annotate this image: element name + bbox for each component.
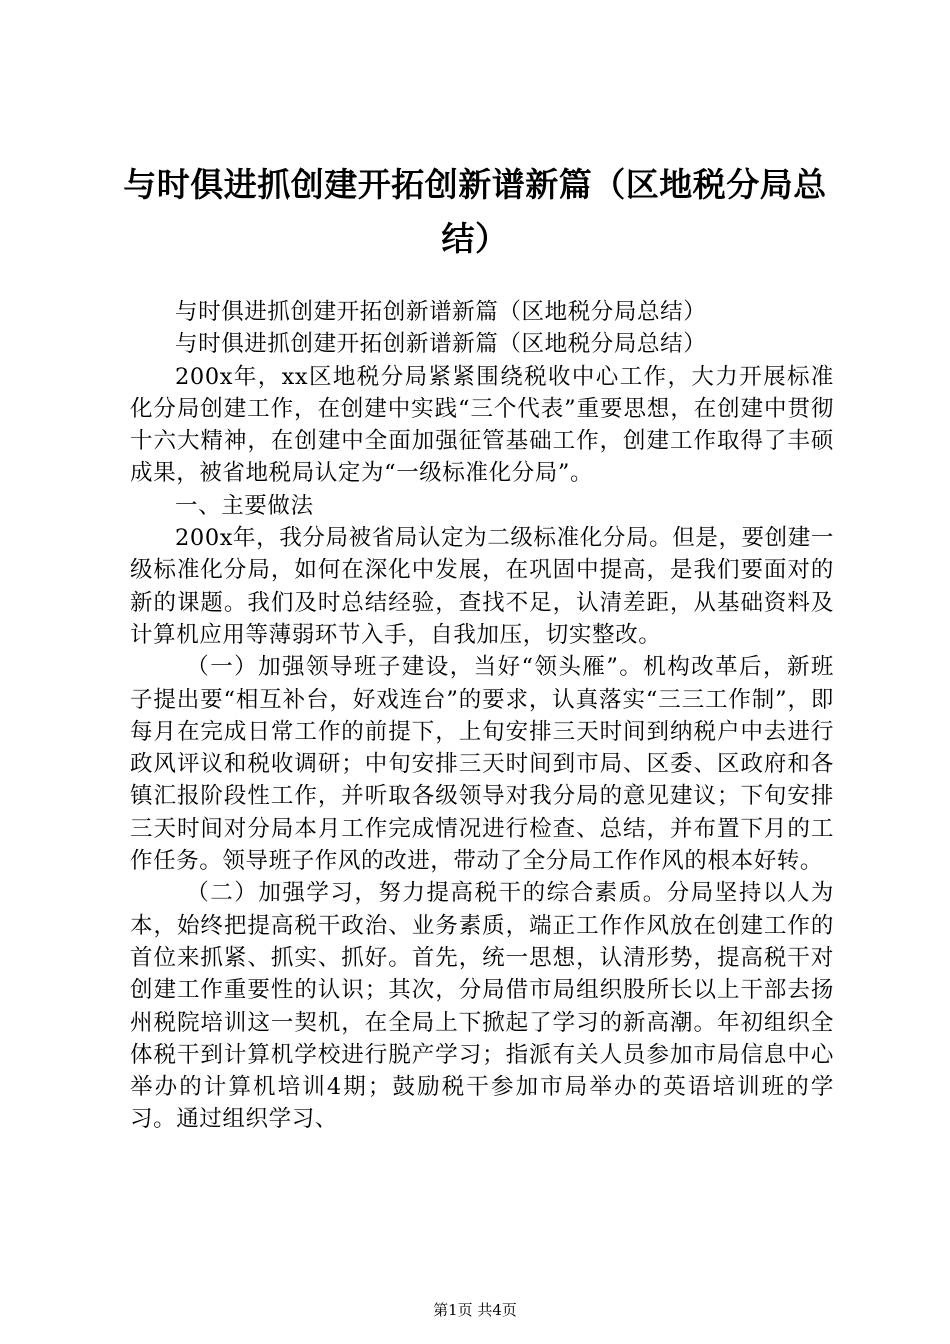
paragraph-background: 200x年，我分局被省局认定为二级标准化分局。但是，要创建一级标准化分局，如何在深化中发展，在巩固中提高，是我们要面对的新的课题。我们及时总结经验，查找不足，认清差距，从基础资料及计算机应用等薄弱环节入手，自我加压，切实整改。 [130, 525, 834, 648]
page-footer: 第1页 共4页 [433, 1301, 517, 1319]
section-heading: 一、主要做法 [175, 492, 314, 519]
paragraph-item-1: （一）加强领导班子建设，当好“领头雁”。机构改革后，新班子提出要“相互补台，好戏连台”的要求，认真落实“三三工作制”，即每月在完成日常工作的前提下，上旬安排三天时间到纳税户中去进行政风评议和税收调研；中旬安排三天时间到市局、区委、区政府和各镇汇报阶段性工作，并听取各级领导对我分局的意见建议；下旬安排三天时间对分局本月工作完成情况进行检查、总结，并布置下月的工作任务。领导班子作风的改进，带动了全分局工作作风的根本好转。 [130, 654, 834, 875]
document-title: 与时俱进抓创建开拓创新谱新篇（区地税分局总结） [123, 165, 827, 258]
paragraph-repeat-title-1: 与时俱进抓创建开拓创新谱新篇（区地税分局总结） [175, 299, 707, 325]
paragraph-repeat-title-2: 与时俱进抓创建开拓创新谱新篇（区地税分局总结） [175, 331, 707, 358]
paragraph-intro: 200x年，xx区地税分局紧紧围绕税收中心工作，大力开展标准化分局创建工作，在创建中实践“三个代表”重要思想，在创建中贯彻十六大精神，在创建中全面加强征管基础工作，创建工作取得了丰硕成果，被省地税局认定为“一级标准化分局”。 [130, 363, 834, 487]
paragraph-item-2: （二）加强学习，努力提高税干的综合素质。分局坚持以人为本，始终把提高税干政治、业务素质，端正工作作风放在创建工作的首位来抓紧、抓实、抓好。首先，统一思想，认清形势，提高税干对创建工作重要性的认识；其次，分局借市局组织股所长以上干部去扬州税院培训这一契机，在全局上下掀起了学习的新高潮。年初组织全体税干到计算机学校进行脱产学习；指派有关人员参加市局信息中心举办的计算机培训4期；鼓励税干参加市局举办的英语培训班的学习。通过组织学习、 [130, 880, 834, 1133]
document-body [130, 296, 834, 1136]
